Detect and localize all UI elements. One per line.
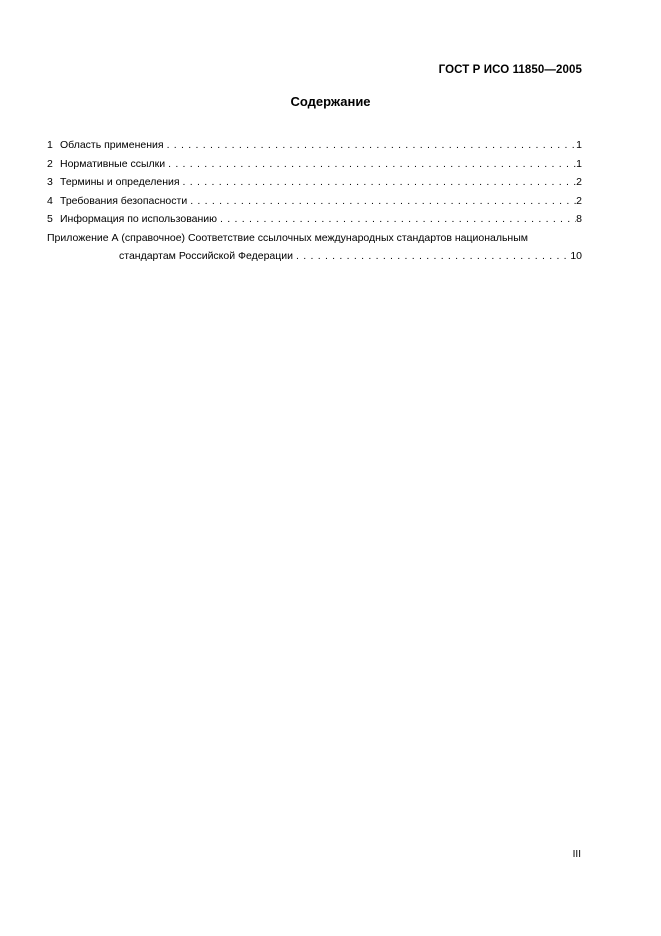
toc-entry-number: 3 [47,176,53,188]
toc-entry-label: Требования безопасности [60,194,188,207]
document-standard-code: ГОСТ Р ИСО 11850—2005 [438,64,582,76]
toc-appendix-label-line1: Приложение А (справочное) Соответствие ссылочных международных стандартов национальным [47,231,528,244]
toc-entry-number: 5 [47,213,53,225]
toc-entry-number: 1 [47,139,53,151]
toc-leader-dots [164,136,577,155]
toc-entry[interactable] [47,136,582,155]
toc-entry-page: 2 [576,176,582,188]
toc-entry-page: 8 [576,213,582,225]
toc-appendix-page: 10 [570,250,582,262]
toc-entry[interactable] [47,173,582,192]
toc-entry-label: Информация по использованию [60,213,218,225]
toc-entry-label: Термины и определения [60,176,180,188]
toc-entry-page: 1 [576,139,582,151]
toc-entry-label: Нормативные ссылки [60,157,166,170]
toc-entry-number: 4 [47,194,53,207]
toc-entry[interactable] [47,192,582,211]
toc-leader-dots [293,247,570,266]
toc-entry[interactable] [47,210,582,229]
toc-appendix-entry[interactable] [47,229,582,266]
toc-entry-page: 2 [576,194,582,207]
toc-entry-number: 2 [47,157,53,170]
toc-entry-page: 1 [576,157,582,170]
toc-title: Содержание [290,94,371,109]
toc-entry[interactable] [47,155,582,174]
toc-appendix-label-line2: стандартам Российской Федерации [119,250,293,262]
page-number: III [572,849,581,860]
table-of-contents [47,136,582,266]
toc-leader-dots [165,155,576,174]
toc-leader-dots [217,210,576,229]
toc-leader-dots [187,192,576,211]
toc-entry-label: Область применения [60,139,164,151]
toc-leader-dots [180,173,577,192]
